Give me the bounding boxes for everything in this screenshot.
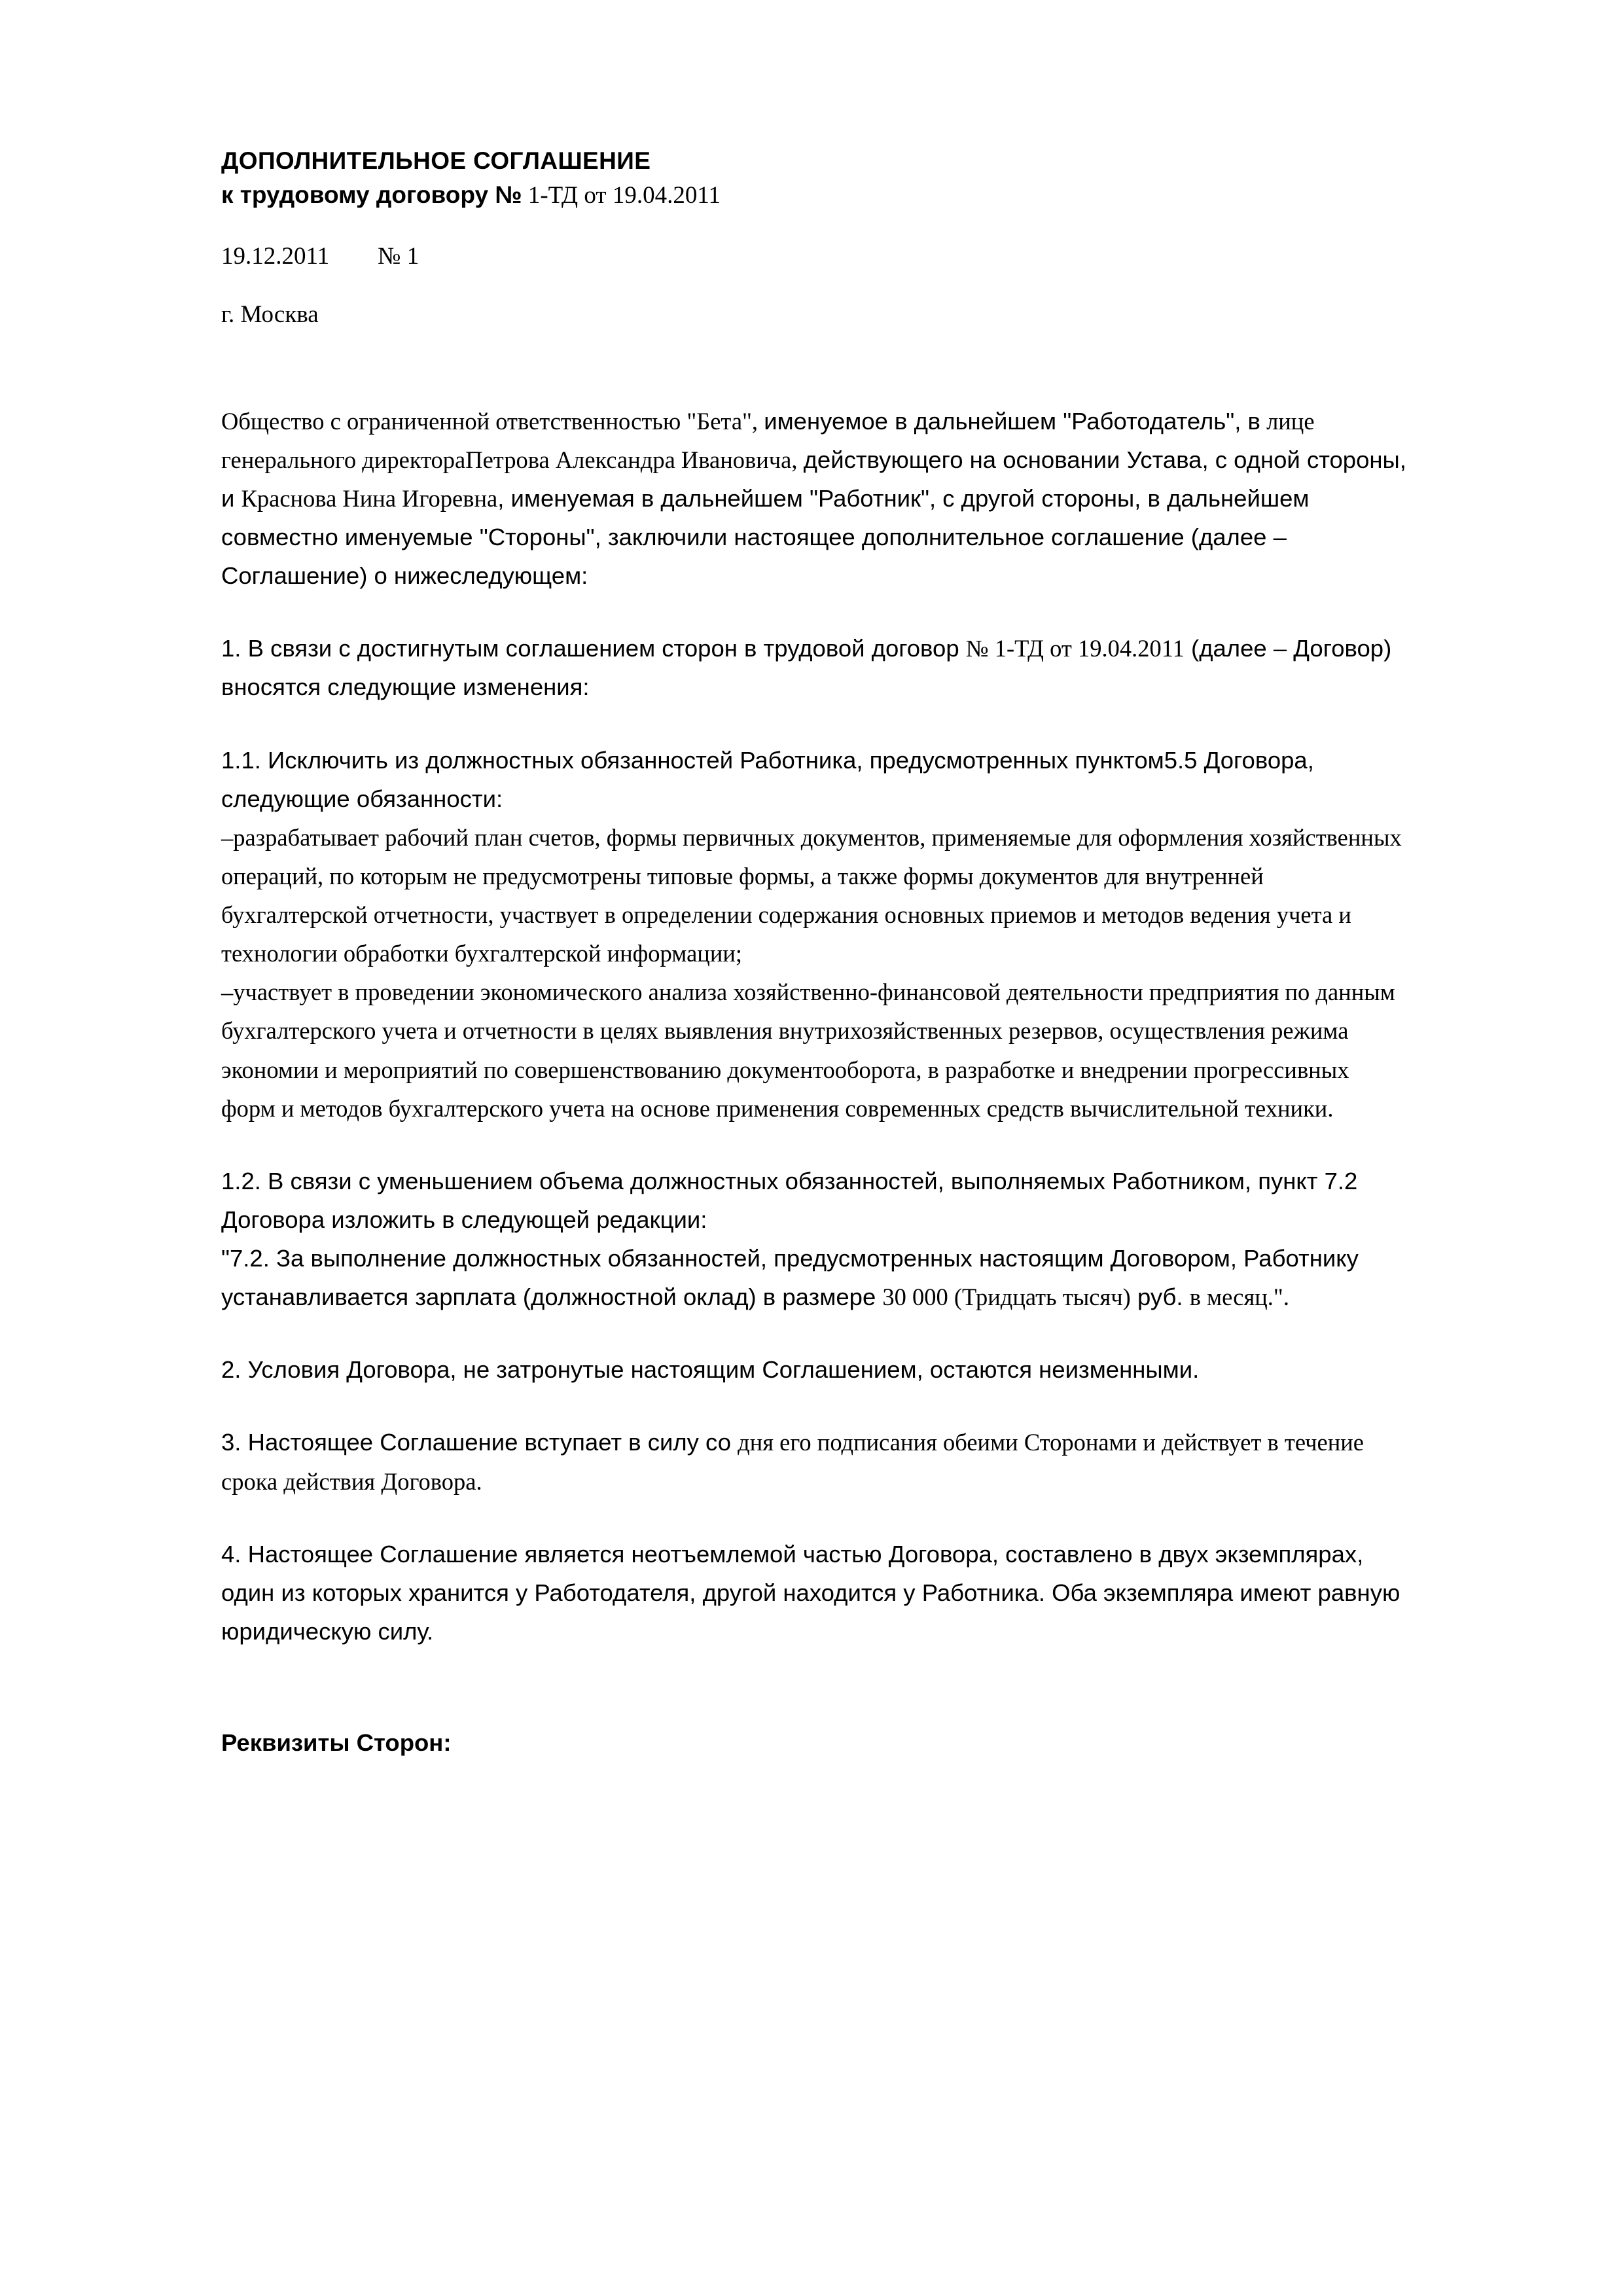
document-date-and-number xyxy=(221,242,1407,270)
clause-1-contract-ref: № 1-ТД от 19.04.2011 xyxy=(965,635,1185,662)
document-city: г. Москва xyxy=(221,300,319,328)
quote-period: в месяц.". xyxy=(1189,1283,1289,1311)
preamble-segment-company: Общество с ограниченной ответственностью "Бета", xyxy=(221,407,764,435)
document-body xyxy=(221,145,1407,1757)
clause-1-1-bullet-1: –разрабатывает рабочий план счетов, формы первичных документов, применяемые для оформления хозяйственных операций, по которым не предусмотрены типовые формы, а также формы документов для внутренней бухгалтерской отчетности, участвует в определении содержания основных приемов и методов ведения учета и технологии обработки бухгалтерской информации; xyxy=(221,823,1402,967)
clause-3 xyxy=(221,1423,1407,1500)
document-date: 19.12.2011 xyxy=(221,242,330,270)
clause-3-part-a: 3. Настоящее Соглашение вступает в силу со xyxy=(221,1429,738,1456)
preamble-paragraph xyxy=(221,402,1407,596)
preamble-segment-employee-name: Краснова Нина Игоревна xyxy=(241,484,498,512)
number-symbol: № xyxy=(495,181,522,208)
clause-1-1-intro: 1.1. Исключить из должностных обязанностей Работника, предусмотренных пунктом5.5 Договора, следующие обязанности: xyxy=(221,746,1314,812)
clause-1-2-quote xyxy=(221,1239,1407,1316)
subtitle-prefix: к трудовому договору xyxy=(221,181,495,208)
quote-part-a: "7.2. За выполнение должностных обязанностей, предусмотренных настоящим Договором, Работнику устанавливается зарплата (должностной оклад) в размере xyxy=(221,1245,1359,1311)
quote-currency: руб. xyxy=(1130,1283,1190,1311)
requisites-heading: Реквизиты Сторон: xyxy=(221,1729,452,1757)
preamble-segment-one-party: с одной стороны, и xyxy=(221,446,1406,512)
document-subtitle xyxy=(221,179,1407,212)
document-title: ДОПОЛНИТЕЛЬНОЕ СОГЛАШЕНИЕ xyxy=(221,147,651,174)
preamble-segment-charter: действующего на основании Устава, xyxy=(803,446,1209,473)
quote-salary-amount: 30 000 (Тридцать тысяч) xyxy=(882,1283,1131,1311)
date-number-spacer xyxy=(329,243,378,270)
preamble-segment-director: лице генерального директораПетрова Александра Ивановича, xyxy=(221,407,1315,473)
clause-2: 2. Условия Договора, не затронутые настоящим Соглашением, остаются неизменными. xyxy=(221,1356,1200,1384)
document-number: № 1 xyxy=(378,242,419,270)
preamble-segment-tail: , именуемая в дальнейшем "Работник", с другой стороны, в дальнейшем совместно именуемые "Стороны", заключили настоящее дополнительное соглашение (далее – Соглашение) о нижеследующем: xyxy=(221,484,1310,590)
clause-1 xyxy=(221,629,1407,706)
subtitle-contract-ref: 1-ТД от 19.04.2011 xyxy=(522,181,721,209)
clause-1-part-a: 1. В связи с достигнутым соглашением сторон в трудовой договор xyxy=(221,635,966,662)
clause-4: 4. Настоящее Соглашение является неотъемлемой частью Договора, составлено в двух экземплярах, один из которых хранится у Работодателя, другой находится у Работника. Оба экземпляра имеют равную юридическую силу. xyxy=(221,1540,1400,1645)
preamble-segment-employer-label: именуемое в дальнейшем "Работодатель", в xyxy=(764,407,1260,435)
clause-1-part-c: (далее – Договор) вносятся следующие изменения: xyxy=(221,635,1392,701)
clause-3-part-b: дня его подписания обеими Сторонами и действует в течение срока действия Договора. xyxy=(221,1429,1364,1495)
clause-1-1-bullet-2: –участвует в проведении экономического анализа хозяйственно-финансовой деятельности предприятия по данным бухгалтерского учета и отчетности в целях выявления внутрихозяйственных резервов, осуществления режима экономии и мероприятий по совершенствованию документооборота, в разработке и внедрении прогрессивных форм и методов бухгалтерского учета на основе применения современных средств вычислительной техники. xyxy=(221,978,1395,1122)
clause-1-2-intro: 1.2. В связи с уменьшением объема должностных обязанностей, выполняемых Работником, пункт 7.2 Договора изложить в следующей редакции: xyxy=(221,1167,1358,1233)
